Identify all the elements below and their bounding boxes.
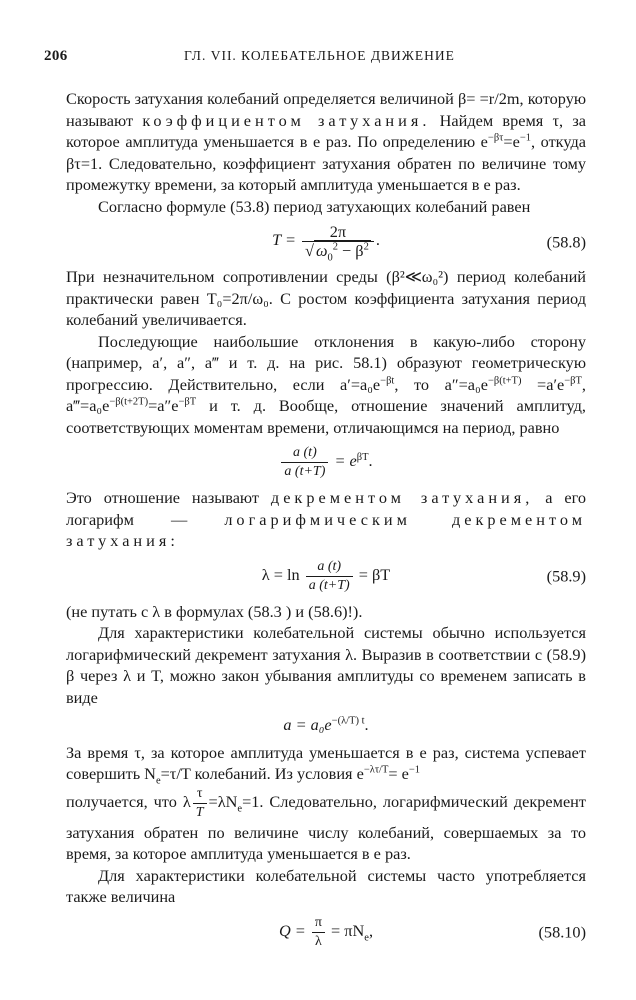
- paragraph-period-intro: Согласно формуле (53.8) период затухающих колебаний равен: [98, 196, 531, 216]
- term-damping-decrement: декрементом затухания,: [270, 488, 534, 507]
- equation-number: (58.10): [538, 922, 586, 942]
- equation-58-9: λ = ln $\frac{a (t)}{a (t+T)}$ = βT (58.9): [261, 558, 586, 593]
- paragraph-log-decrement-usage: Для характеристики колебательной системы обычно используется логарифмический декремент затухания λ. Выразив в соответствии с (58.9) β через λ и T, можно закон убывания амплитуды со временем записать в виде: [66, 623, 586, 707]
- paragraph-small-resistance: При незначительном сопротивлении среды (β²≪ω₀²) период колебаний практически равен T₀=2π/ω₀. С ростом коэффициента затухания период колебаний увеличивается.: [66, 267, 586, 329]
- paragraph-note: (не путать с λ в формулах (58.3 ) и (58.6)!).: [66, 601, 363, 621]
- page-number: 206: [44, 48, 68, 64]
- page-header: [44, 48, 584, 70]
- equation-amplitude-ratio: $\frac{a (t)}{a (t+T)}$ = $e^{\beta T}$.: [66, 444, 586, 481]
- paragraph-oscillation-count: За время τ, за которое амплитуда уменьшается в e раз, система успевает совершить $N_e=\tau/T$ колебаний. Из условия $e^{-\lambda\tau/T}= e^{-1}$: [66, 742, 586, 787]
- term-log-decrement: логарифмическим декрементом затухания:: [66, 509, 587, 550]
- term-damping-coefficient: коэффициентом затухания.: [142, 110, 431, 130]
- paragraph-decrement: Это отношение называют декрементом затухания, а его логарифм — логарифмическим декрементом затухания:: [66, 488, 587, 550]
- page-body: [66, 88, 586, 957]
- equation-58-10: Q = $\frac{\pi}{\lambda}$ = $\pi N_e$, (58.10): [278, 914, 586, 949]
- paragraph-decrement-inverse: получается, что λ $\frac{\tau}{T}$ $=\lambda N_e=1$. Следовательно, логарифмический декремент затухания обратен по величине числу колебаний, совершаемых за то время, за которое амплитуда уменьшается в e раз.: [66, 785, 587, 863]
- equation-58-8: T = $\frac{2\pi}{√ \omega_0^2 - \beta^2}$ . (58.8): [272, 222, 586, 264]
- paragraph-geometric-progression: Последующие наибольшие отклонения в какую-либо сторону (например, a′, a″, a‴ и т. д. на рис. 58.1) образуют геометрическую прогрессию. Действительно, если $a'=a_0e^{-\beta t}$, то $a''=a_0e^{-\beta(t+T)} =a'e^{-\beta T}$, $a‴=a_0e^{-\beta(t+2T)}=a''e^{-\beta T}$ и т. д. Вообще, отношение значений амплитуд, соответствующих моментам времени, отличающимся на период, равно: [66, 331, 586, 437]
- equation-number: (58.9): [546, 566, 586, 586]
- equation-number: (58.8): [546, 231, 586, 251]
- chapter-title: ГЛ. VII. КОЛЕБАТЕЛЬНОЕ ДВИЖЕНИЕ: [184, 48, 455, 63]
- paragraph-quality-factor: Для характеристики колебательной системы часто употребляется также величина: [66, 865, 586, 906]
- paragraph-damping-rate: Скорость затухания колебаний определяется величиной β= =r/2m, которую называют коэффициентом затухания. Найдем время τ, за которое амплитуда уменьшается в e раз. По определению $e^{-\beta\tau}=e^{-1}$, откуда βτ=1. Следовательно, коэффициент затухания обратен по величине тому промежутку времени, за который амплитуда уменьшается в e раз.: [66, 89, 587, 194]
- equation-amplitude-law: $a = a_0e^{-(\lambda/T) t}$.: [283, 715, 369, 734]
